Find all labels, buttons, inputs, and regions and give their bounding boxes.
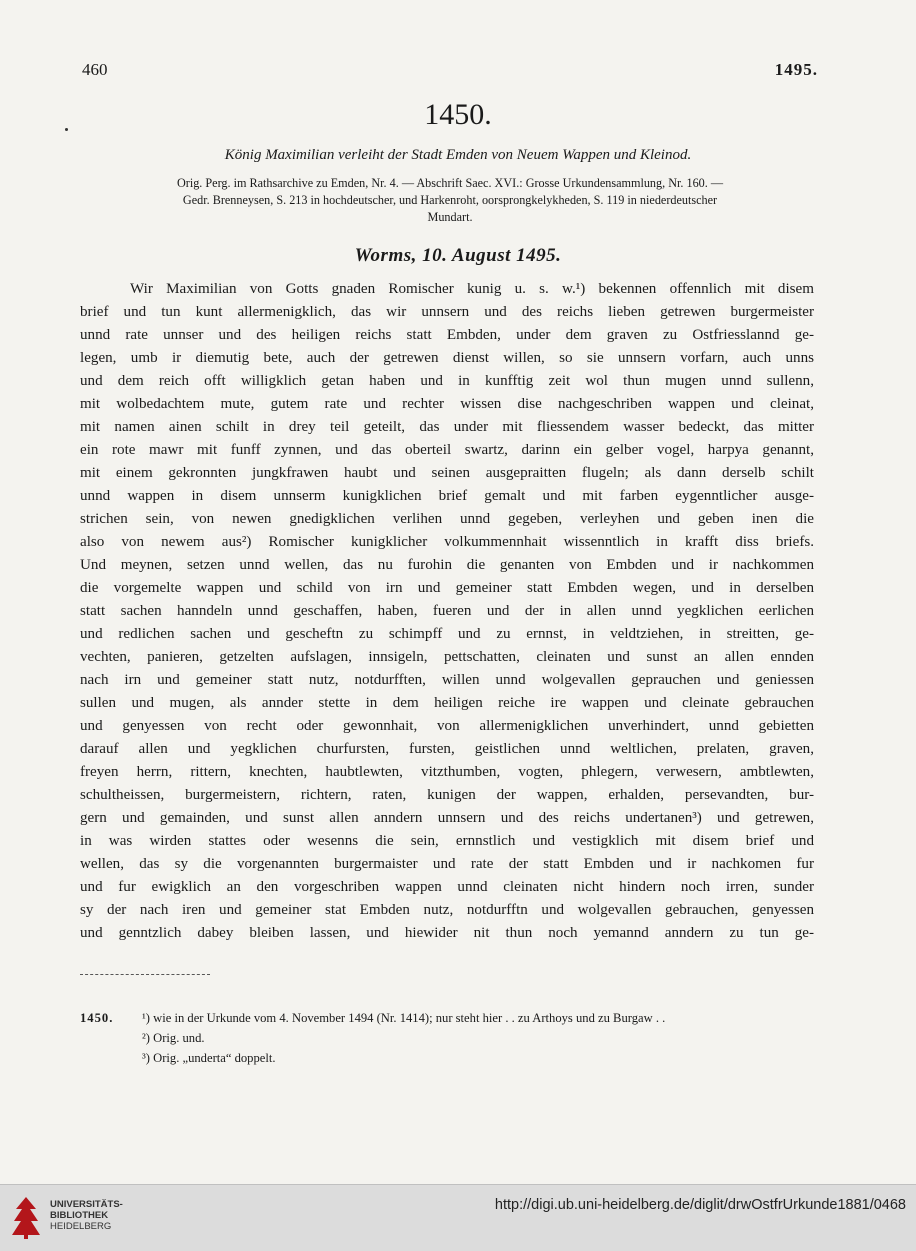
text-line: und redlichen sachen und gescheftn zu schimpff und zu ernnst, in veldtziehen, in streitten, ge-: [80, 626, 814, 642]
text-line: legen, umb ir diemutig bete, auch der getrewen dienst willen, so sie unnsern vorfarn, auch unns: [80, 350, 814, 366]
text-line: Und meynen, setzen unnd wellen, das nu furohin die genanten von Embden und ir nachkommen: [80, 557, 814, 573]
text-line: mit wolbedachtem mute, gutem rate und rechter wissen dise nachgeschriben wappen und cleinat,: [80, 396, 814, 412]
text-line: die vorgemelte wappen und schild von irn und gemeiner statt Embden wegen, und in derselben: [80, 580, 814, 596]
footnote-row: [80, 1048, 820, 1068]
text-line: also von newem aus²) Romischer kunigklicher volkummennhait wissenntlich in krafft diss briefs.: [80, 534, 814, 550]
source-line: Gedr. Brenneysen, S. 213 in hochdeutscher, und Harkenroht, oorsprongkelykheden, S. 119 in niederdeutscher: [182, 193, 718, 207]
document-body: [80, 278, 814, 945]
viewer-footer: [0, 1184, 916, 1251]
footnote-document-label: 1450.: [80, 1011, 114, 1025]
permalink-url[interactable]: http://digi.ub.uni-heidelberg.de/diglit/drwOstfrUrkunde1881/0468: [494, 1197, 906, 1213]
text-line: in was wirden stattes oder wesenns die sein, ernnstlich und vestigklich mit disem brief und: [80, 833, 814, 849]
text-line: unnd rate unnser und des heiligen reichs statt Embden, under dem graven zu Ostfriesslannd ge-: [80, 327, 814, 343]
text-line: mit einem gekronnten jungkfrawen haubt und seinen ausgepraitten flugeln; als dann derselb schilt: [80, 465, 814, 481]
text-line: freyen herrn, rittern, knechten, haubtlewten, vitzthumben, vogten, phlegern, verwesern, ambtlewten,: [80, 764, 814, 780]
text-line: sullen und mugen, als annder stette in dem heiligen reiche ire wappen und cleinate gebrauchen: [80, 695, 814, 711]
document-title: König Maximilian verleiht der Stadt Emden von Neuem Wappen und Kleinod.: [224, 147, 692, 163]
footnote-2: ²) Orig. und.: [142, 1031, 205, 1045]
footnote-divider: [80, 974, 210, 975]
footnote-1: ¹) wie in der Urkunde vom 4. November 1494 (Nr. 1414); nur steht hier . . zu Arthoys und zu Burgaw . .: [142, 1011, 666, 1025]
library-name: [50, 1199, 123, 1232]
document-number: 1450.: [424, 98, 492, 131]
text-line: und genntzlich dabey bleiben lassen, und hiewider nit thun noch yemannd anndern zu tun ge-: [80, 925, 814, 941]
text-line: und fur ewigklich an den vorgeschriben wappen unnd cleinaten nicht hindern noch irren, sunder: [80, 879, 814, 895]
text-line: gern und gemainden, und sunst allen anndern unnsern und des reichs undertanen³) und getrewen,: [80, 810, 814, 826]
footnote-3: ³) Orig. „underta“ doppelt.: [142, 1051, 276, 1065]
source-line: Mundart.: [427, 210, 473, 224]
footnote-row: [80, 1028, 820, 1048]
text-line: Wir Maximilian von Gotts gnaden Romischer kunig u. s. w.¹) bekennen offennlich mit disem: [130, 281, 814, 297]
text-line: nach irn und gemeiner statt nutz, notdurfften, willen unnd wolgevallen geprauchen und geniessen: [80, 672, 814, 688]
text-line: strichen sein, von newen gnedigklichen verlihen unnd gegeben, verleyhen und geben inen die: [80, 511, 814, 527]
footnote-row: [80, 1008, 820, 1028]
text-line: mit namen ainen schilt in drey teil geteilt, das under mit fliessendem wasser bedeckt, das mitter: [80, 419, 814, 435]
library-name-line: BIBLIOTHEK: [50, 1210, 109, 1221]
source-line: Orig. Perg. im Rathsarchive zu Emden, Nr. 4. — Abschrift Saec. XVI.: Grosse Urkundensammlung, Nr. 160. —: [176, 176, 724, 190]
text-line: und dem reich offt willigklich getan haben und in kunfftig zeit wol thun mugen unnd sullenn,: [80, 373, 814, 389]
text-line: darauf allen und yegklichen churfursten, fursten, geistlichen unnd weltlichen, prelaten, graven,: [80, 741, 814, 757]
text-line: brief und tun kunt allermenigklich, das wir unnsern und des reichs lieben getrewen burgermeister: [80, 304, 814, 320]
text-line: und genyessen von recht oder gewonnhait, von allermenigklichen unverhindert, unnd gebietten: [80, 718, 814, 734]
page-header: [82, 60, 818, 84]
library-name-line: HEIDELBERG: [50, 1221, 112, 1232]
place-and-date: Worms, 10. August 1495.: [354, 245, 562, 266]
document-source: [80, 175, 820, 226]
text-line: statt sachen hanndeln unnd geschaffen, haben, fueren und der in allen unnd yegklichen eerlichen: [80, 603, 814, 619]
text-line: vechten, panieren, getzelten aufslagen, innsigeln, pettschatten, cleinaten und sunst an allen ennden: [80, 649, 814, 665]
text-line: wellen, das sy die vorgenannten burgermaister und rate der statt Embden und ir nachkomen fur: [80, 856, 814, 872]
page-year: 1495.: [774, 60, 818, 79]
text-line: sy der nach iren und gemeiner stat Embden nutz, notdurfftn und wolgevallen gebrauchen, genyessen: [80, 902, 814, 918]
footnotes: [80, 1008, 820, 1068]
text-line: schultheissen, burgermeistern, richtern, raten, kunigen der wappen, erhalden, persevandten, bur-: [80, 787, 814, 803]
university-library-logo-icon[interactable]: [8, 1195, 44, 1241]
page-number: 460: [82, 60, 108, 79]
library-name-line: UNIVERSITÄTS-: [50, 1199, 123, 1210]
text-line: ein rote mawr mit funff zynnen, und das oberteil swartz, darinn ein gelber vogel, harpya genannt,: [80, 442, 814, 458]
text-line: unnd wappen in disem unnserm kunigklichen brief gemalt und mit farben eygenntlicher ausge-: [80, 488, 814, 504]
